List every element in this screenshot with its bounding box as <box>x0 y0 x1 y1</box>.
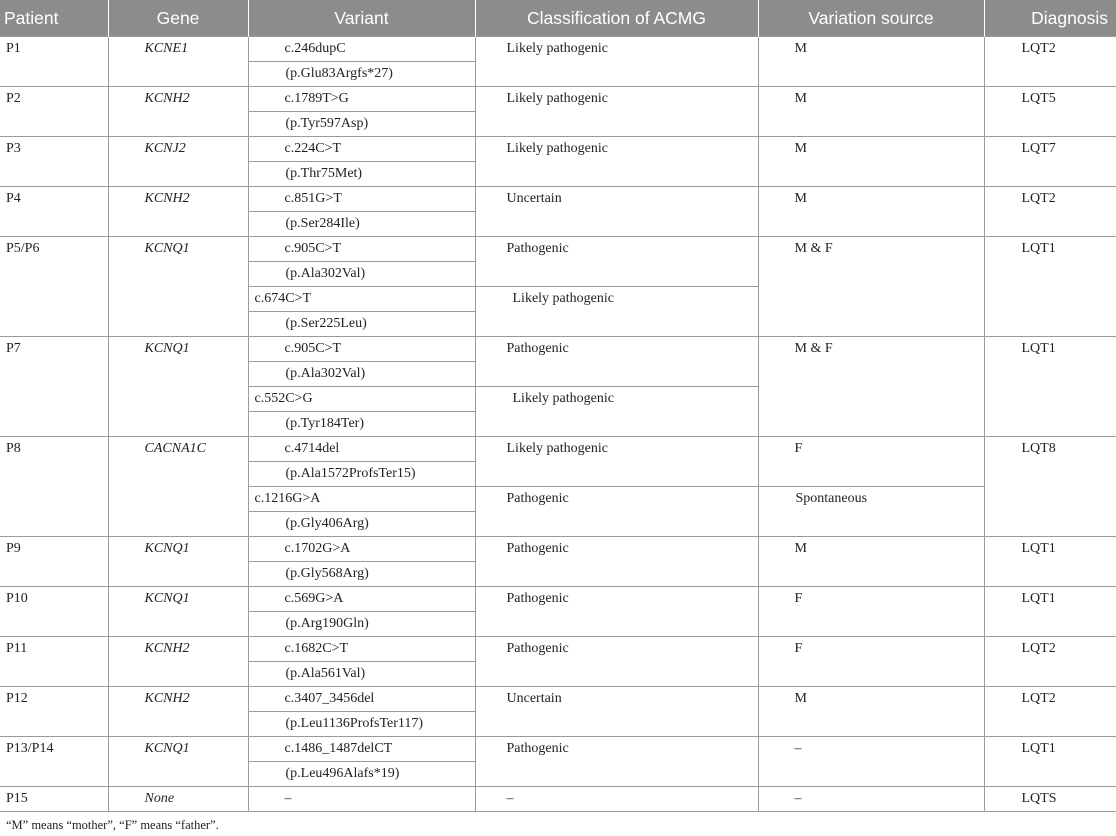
variation-source-cell: – <box>758 737 984 787</box>
classification-cell: Pathogenic <box>475 737 758 787</box>
table-row <box>0 637 1116 662</box>
table-row <box>0 237 1116 262</box>
variation-source-cell: F <box>758 437 984 487</box>
diagnosis-cell: LQT2 <box>984 687 1116 737</box>
gene-cell: KCNQ1 <box>108 587 248 637</box>
protein-change-cell: (p.Ala302Val) <box>248 262 475 287</box>
diagnosis-cell: LQT1 <box>984 587 1116 637</box>
variant-cell: c.851G>T <box>248 187 475 212</box>
variant-cell: – <box>248 787 475 812</box>
variant-cell: c.4714del <box>248 437 475 462</box>
variant-cell: c.905C>T <box>248 237 475 262</box>
gene-cell: KCNQ1 <box>108 237 248 337</box>
diagnosis-cell: LQTS <box>984 787 1116 812</box>
diagnosis-cell: LQT1 <box>984 337 1116 437</box>
variation-source-cell: M <box>758 687 984 737</box>
classification-cell: Pathogenic <box>475 537 758 587</box>
variant-cell: c.3407_3456del <box>248 687 475 712</box>
diagnosis-cell: LQT1 <box>984 237 1116 337</box>
variation-source-cell: M & F <box>758 237 984 337</box>
gene-cell: KCNH2 <box>108 187 248 237</box>
patient-cell: P12 <box>0 687 108 737</box>
variation-source-cell: Spontaneous <box>758 487 984 537</box>
gene-cell: KCNQ1 <box>108 337 248 437</box>
classification-cell: Likely pathogenic <box>475 387 758 437</box>
variant-cell: c.224C>T <box>248 137 475 162</box>
variant-cell: c.1702G>A <box>248 537 475 562</box>
variation-source-cell: – <box>758 787 984 812</box>
classification-cell: – <box>475 787 758 812</box>
gene-cell: KCNH2 <box>108 637 248 687</box>
protein-change-cell: (p.Ser284Ile) <box>248 212 475 237</box>
classification-cell: Uncertain <box>475 687 758 737</box>
protein-change-cell: (p.Leu1136ProfsTer117) <box>248 712 475 737</box>
diagnosis-cell: LQT2 <box>984 637 1116 687</box>
table-row <box>0 537 1116 562</box>
classification-cell: Likely pathogenic <box>475 287 758 337</box>
variant-cell: c.569G>A <box>248 587 475 612</box>
protein-change-cell: (p.Thr75Met) <box>248 162 475 187</box>
variation-source-cell: M <box>758 37 984 87</box>
protein-change-cell: (p.Glu83Argfs*27) <box>248 62 475 87</box>
table-row <box>0 737 1116 762</box>
table-row <box>0 87 1116 112</box>
classification-cell: Likely pathogenic <box>475 37 758 87</box>
protein-change-cell: (p.Gly568Arg) <box>248 562 475 587</box>
table-row <box>0 337 1116 362</box>
classification-cell: Pathogenic <box>475 337 758 387</box>
variant-cell: c.674C>T <box>248 287 475 312</box>
patient-cell: P3 <box>0 137 108 187</box>
classification-cell: Likely pathogenic <box>475 437 758 487</box>
protein-change-cell: (p.Ala1572ProfsTer15) <box>248 462 475 487</box>
classification-cell: Likely pathogenic <box>475 87 758 137</box>
classification-cell: Pathogenic <box>475 237 758 287</box>
table-row <box>0 437 1116 462</box>
variant-cell: c.1486_1487delCT <box>248 737 475 762</box>
patient-cell: P9 <box>0 537 108 587</box>
protein-change-cell: (p.Ser225Leu) <box>248 312 475 337</box>
protein-change-cell: (p.Tyr597Asp) <box>248 112 475 137</box>
patient-cell: P15 <box>0 787 108 812</box>
protein-change-cell: (p.Ala302Val) <box>248 362 475 387</box>
patient-cell: P11 <box>0 637 108 687</box>
gene-cell: KCNH2 <box>108 687 248 737</box>
diagnosis-cell: LQT7 <box>984 137 1116 187</box>
header-classification: Classification of ACMG <box>475 0 758 37</box>
header-patient: Patient <box>0 0 108 37</box>
header-gene: Gene <box>108 0 248 37</box>
classification-cell: Likely pathogenic <box>475 137 758 187</box>
patient-cell: P8 <box>0 437 108 537</box>
variant-cell: c.1789T>G <box>248 87 475 112</box>
diagnosis-cell: LQT2 <box>984 37 1116 87</box>
classification-cell: Pathogenic <box>475 487 758 537</box>
table-row <box>0 687 1116 712</box>
patient-cell: P7 <box>0 337 108 437</box>
protein-change-cell: (p.Tyr184Ter) <box>248 412 475 437</box>
variation-source-cell: F <box>758 587 984 637</box>
gene-cell: CACNA1C <box>108 437 248 537</box>
variation-source-cell: M <box>758 87 984 137</box>
gene-cell: KCNE1 <box>108 37 248 87</box>
variation-source-cell: M <box>758 187 984 237</box>
variation-source-cell: M & F <box>758 337 984 437</box>
protein-change-cell: (p.Ala561Val) <box>248 662 475 687</box>
variation-source-cell: F <box>758 637 984 687</box>
header-row <box>0 0 1116 37</box>
diagnosis-cell: LQT1 <box>984 537 1116 587</box>
protein-change-cell: (p.Leu496Alafs*19) <box>248 762 475 787</box>
classification-cell: Pathogenic <box>475 587 758 637</box>
gene-cell: None <box>108 787 248 812</box>
gene-cell: KCNJ2 <box>108 137 248 187</box>
header-diagnosis: Diagnosis <box>984 0 1116 37</box>
classification-cell: Uncertain <box>475 187 758 237</box>
variant-cell: c.1682C>T <box>248 637 475 662</box>
variant-cell: c.905C>T <box>248 337 475 362</box>
diagnosis-cell: LQT2 <box>984 187 1116 237</box>
table-row <box>0 137 1116 162</box>
patient-cell: P2 <box>0 87 108 137</box>
protein-change-cell: (p.Gly406Arg) <box>248 512 475 537</box>
header-variant: Variant <box>248 0 475 37</box>
variant-cell: c.1216G>A <box>248 487 475 512</box>
diagnosis-cell: LQT1 <box>984 737 1116 787</box>
patient-cell: P13/P14 <box>0 737 108 787</box>
protein-change-cell: (p.Arg190Gln) <box>248 612 475 637</box>
variant-cell: c.552C>G <box>248 387 475 412</box>
gene-cell: KCNH2 <box>108 87 248 137</box>
variation-source-cell: M <box>758 137 984 187</box>
table-row <box>0 187 1116 212</box>
patient-cell: P10 <box>0 587 108 637</box>
gene-cell: KCNQ1 <box>108 737 248 787</box>
footnote: “M” means “mother”, “F” means “father”. <box>6 818 219 832</box>
header-variation-source: Variation source <box>758 0 984 37</box>
classification-cell: Pathogenic <box>475 637 758 687</box>
gene-cell: KCNQ1 <box>108 537 248 587</box>
patient-cell: P5/P6 <box>0 237 108 337</box>
table-row <box>0 37 1116 62</box>
variant-cell: c.246dupC <box>248 37 475 62</box>
table-body <box>0 37 1116 812</box>
table-row <box>0 587 1116 612</box>
patient-cell: P4 <box>0 187 108 237</box>
variation-source-cell: M <box>758 537 984 587</box>
patient-cell: P1 <box>0 37 108 87</box>
diagnosis-cell: LQT8 <box>984 437 1116 537</box>
diagnosis-cell: LQT5 <box>984 87 1116 137</box>
